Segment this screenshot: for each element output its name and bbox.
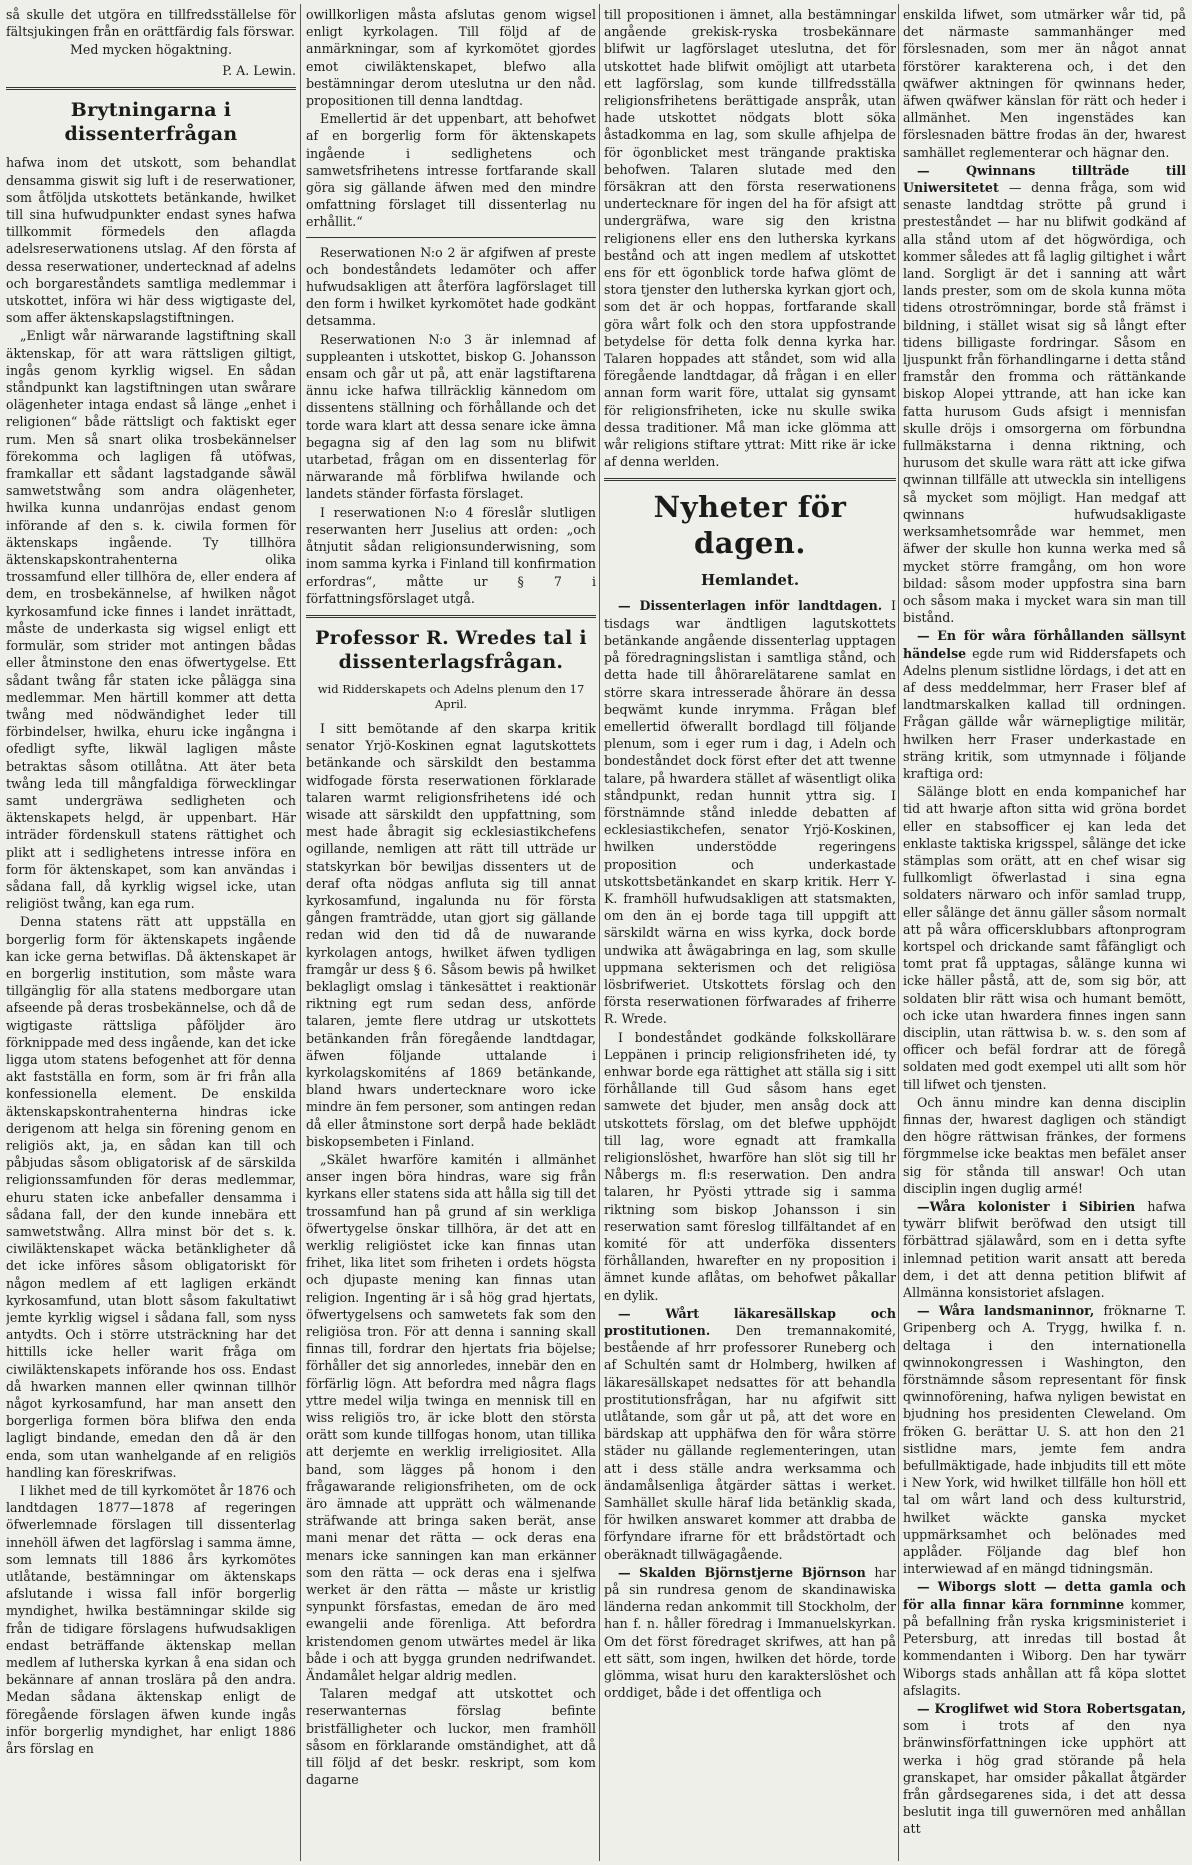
paragraph: Sälänge blott en enda kompanichef har tid att hwarje afton sitta wid gröna bordet eller en stabsofficer ej kan leda det enklaste taktiska krigsspel, sålänge det icke stämplas som orätt, att en chef wisar sig fullkomligt öfwerlastad i sina egna soldaters närwaro och inför samlad trupp, eller sålänge det ännu gäller såsom normalt att på wåra officersklubbars aftonprogram kortspel och drickande samt fåfängligt och tomt prat få upptagas, sålänge kunna wi icke häller påstå, att de, som sig bör, att soldaten blir rätt wisa och humant bemött, och icke utan hwardera finnes ingen sann disciplin, utan rättwisa b. w. s. den som af officer och befäl fordrar att de föregå soldaten med godt exempel uti allt som hör till lifwet och tjensten. bbox=[903, 784, 1186, 1092]
paragraph: I likhet med de till kyrkomötet år 1876 och landtdagen 1877—1878 af regeringen öfwerlemnade förslagen till dissenterlag innehöll äfwen det lagförslag i samma ämne, som lemnats till 1886 års kyrkomötes utlåtande, bestämningar om äktenskaps afslutande i wissa fall inför borgerlig myndighet, hwilka bestämningar skilde sig från de tidigare förslagens hufwudsakligen endast beträffande äktenskap mellan medlem af lutherska kyrkan å ena sidan och bekännare af annan troslära på den andra. Medan sådana äktenskap enligt de föregående förslagen äfwen kunde ingås inför borgerlig myndighet, har enligt 1886 års förslag en bbox=[6, 1483, 296, 1757]
divider bbox=[604, 478, 896, 481]
news-item-lead: — Skalden Björnstjerne Björnson bbox=[618, 1564, 875, 1580]
news-item-lead: — Wiborgs slott — detta gamla och för alla finnar kära fornminne bbox=[903, 1579, 1186, 1612]
paragraph: Och ännu mindre kan denna disciplin finnas der, hwarest dagligen och ständigt den högre rättwisan fränkes, der formens förgmmelse icke beaktas men befälet anser sig för stånda till answar! Och utan disciplin ingen duglig armé! bbox=[903, 1094, 1186, 1196]
column-divider bbox=[300, 4, 301, 1861]
news-item bbox=[903, 1578, 1186, 1698]
news-item bbox=[604, 1564, 896, 1702]
divider bbox=[306, 237, 596, 238]
paragraph: enskilda lifwet, som utmärker wår tid, på det närmaste sammanhänger med förslesnaden, som mer än något annat förstörer karakterena och, i det den qwäfwer aktningen för qwinnans heder, äfwen qwäfwer känslan för rätt och heder i allmänhet. Men ingenstädes kan förslesnaden bättre frodas än der, hwarest samhället reglementerar och hägnar den. bbox=[903, 7, 1186, 160]
news-item bbox=[903, 1198, 1186, 1301]
column-2 bbox=[306, 6, 596, 1859]
column-divider bbox=[898, 4, 899, 1861]
article-heading: Professor R. Wredes tal i dissenterlagsfrågan. bbox=[315, 626, 587, 673]
paragraph: Emellertid är det uppenbart, att behofwet af en borgerlig form för äktenskapets ingående i sedlighetens och samwetsfrihetens intresse fortfarande skall göra sig gällande äfwen med den mindre omfattning förslaget till dissenterlag nu erhållit.“ bbox=[306, 111, 596, 230]
paragraph: „Skälet hwarföre kamitén i allmänhet anser ingen böra hindras, ware sig från kyrkans eller statens sida att hålla sig till det trossamfund han på grund af sin werkliga öfwertygelse önskar tillhöra, är det att en werklig religiöstet icke kan finnas utan frihet, lika litet som friheten i ordets högsta och djupaste mening kan finnas utan religion. Ingenting är i så hög grad hjertats, öfwertygelsens och samwetets fak som den religiösa tron. För att denna i sanning skall finnas till, fordrar den hjertats fria böjelse; förhåller det sig annorledes, innebär den en förfärlig lögn. Att befordra med några flags yttre medel wilja twinga en mennisk till en wiss religiös tro, är icke blott den största orätt som kunde tillfogas honom, utan tillika att derjemte en werklig irreligiositet. Alla band, som lägges på honom i den frågawarande religionsfriheten, om de ock äro ämnade att upprätt och wälmenande sträfwande att bringa saken berät, anse mani menar det rätta — ock deras ena menars icke sanningen kan man erkänner som den rätta — ock deras ena i sjelfwa werket är den rätta — måste ur kristlig synpunkt försfastas, emedan de äro med ewangelii ande förenliga. Att befordra kristendomen genom utwärtes medel är lika både i och att bygga grunden nedrifwandet. Ändamålet helgar aldrig medlen. bbox=[306, 1151, 596, 1684]
news-item bbox=[604, 597, 896, 1027]
column-1 bbox=[6, 6, 296, 1859]
news-item-lead: — Qwinnans tillträde till Uniwersitetet bbox=[903, 162, 1186, 196]
paragraph: I sitt bemötande af den skarpa kritik senator Yrjö-Koskinen egnat lagutskottets betänkande och särskildt den bestamma widfogade första reserwationen förklarade talaren warmt religionsfrihetens idé och wisade att särskildt den uppfattning, som mest hade åbragit sig ecklesiastikchefens ogillande, nemligen att rätt till utträde ur statskyrkan bör bewiljas dissenters ut de deraf ofta nödgas anfluta sig till annat kyrkosamfund, ingalunda nu för första gången framträdde, utan gjort sig gällande redan wid den tid då de nuwarande kyrkolagen antogs, hwilket äfwen tydligen framgår ur dess § 6. Såsom bewis på hwilket beklagligt omslag i tänkesättet i reaktionär riktning egt rum sedan dess, anförde talaren, jemte flere utdrag ur utskottets betänkanden från föregående landtdagar, äfwen följande uttalande i kyrkolagskomiténs af 1869 betänkande, bland hwars undertecknare woro icke mindre än fem personer, som antingen redan då eller åtminstone sort derpå hade beklädt biskopsembeten i Finland. bbox=[306, 720, 596, 1149]
news-item-text: I tisdags war ändtligen lagutskottets betänkande angående dissenterlag upptagen på föredragningslistan i samtliga stånd, och detta hade till åhörarelätarene samlat en större skara intresserade åhörare än dessa beqwämt kunde inrymma. Frågan blef emellertid öfwerallt bordlagd till följande plenum, som i eger rum i dag, i Adeln och bondeståndet dock först efter det att twenne talare, på hwardera stället af wäsentligt olika ståndpunkt, redan hunnit yttra sig. I förstnämnde stånd inledde debatten af ecklesiastikchefen, senator Yrjö-Koskinen, hwilken understödde regeringens proposition och underkastade utskottsbetänkandet en skarp kritik. Herr Y-K. framhöll hufwudsakligen att statsmakten, om den än ej borde taga till uppgift att särskildt wärna en wiss kyrka, dock borde undwika att åwägabringa en lag, som skulle uppmana sekterismen och det religiösa lösbrifweriet. Utskottets förslag och den första reserwationen förfwarades af friherre R. Wrede. bbox=[604, 598, 896, 1027]
news-item-text: hafwa tywärr blifwit beröfwad den utsigt till förbättrad själawård, som en i detta syfte inlemnad petition warit ansatt att bereda dem, i det att denna petition blifwit af Allmänna konsistoriet afslagen. bbox=[903, 1199, 1186, 1301]
news-item bbox=[903, 1302, 1186, 1577]
paragraph: Denna statens rätt att uppställa en borgerlig form för äktenskapets ingående kan icke gerna betwiflas. Då äktenskapet är en borgerlig institution, som måste wara tillgänglig för alla statens medborgare utan afseende på deras trosbekännelse, och då de wigtigaste rättsliga påföljder äro förknippade med dess ingående, kan det icke ligga utom statens befogenhet att för denna akt fastställa en form, som är fri från alla konfessionella element. De enskilda äktenskapskontrahenterna hindras icke derigenom att helga sin förening genom en religiös akt, ja, en sådan kan till och påbjudas såsom obligatorisk af de särskilda religionssamfunden för deras medlemmar, ehuru staten icke anbefaller densamma i sådana fall, der den kunde innebära ett samwetstwång. Allra minst bör det s. k. ciwiläktenskapet wäcka betänkligheter då det icke införes såsom obligatoriskt för någon medlem af ett lagligen erkändt kyrkosamfund, utan blott såsom fakultatiwt jemte kyrklig wigsel i sådana fall, som nyss antydts. Och i större utsträckning har det hittills icke heller warit fråga om ciwiläktenskapets införande hos oss. Endast då hwarken mannen eller qwinnan tillhör något kyrkosamfund, har man ansett den borgerliga formen böra blifwa den enda lagligt bindande, emedan den då är den enda, som utan wanhelgande af en religiös handling kan föreskrifwas. bbox=[6, 914, 296, 1480]
news-item bbox=[604, 1029, 896, 1304]
paragraph: „Enligt wår närwarande lagstiftning skall äktenskap, för att wara rättsligen giltigt, ingås genom kyrklig wigsel. En sådan ståndpunkt kan lagstiftningen utan swårare olägenheter intaga endast så länge „enhet i religionen“ både rättsligt och faktiskt eger rum. Men så snart olika trosbekännelser förekomma och lagligen få utöfwas, framkallar ett sådant lagstadgande såwäl samwetstwång som andra olägenheter, hwilka kunna undanröjas endast genom införande af den s. k. ciwila formen för äktenskaps ingående. Ty tillhöra äktenskapskontrahenterna olika trossamfund eller tillhöra de, eller endera af dem, en trosbekännelse, af hwilken något kyrkosamfund icke finnes i landet inrättadt, måste de underkasta sig wigsel enligt ett formulär, som strider mot antingen bådas eller åtminstone den enas öfwertygelse. Ett sådant twång får staten icke pålägga sina medlemmar. Men härtill kommer att detta twång med nödwändighet leder till förbindelser, hwilka, ehuru icke ingångna i ofedligt syfte, likwäl lagligen måste betraktas såsom otillåtna. Att äter beta twång leda till mångfaldiga förwecklingar samt undergräwa sedligheten och äktenskapets helgd, är uppenbart. Här inträder fördenskull statens rättighet och plikt att i sedlighetens intresse införa en form för äktenskapet, som kan användas i sådana fall, då kyrklig wigsel icke, utan religiöst twång, kan ega rum. bbox=[6, 328, 296, 912]
column-divider bbox=[599, 4, 600, 1861]
news-item-text: I bondeståndet godkände folkskollärare Leppänen i princip religionsfriheten idé, ty enhwar borde ega rättighet att ställa sig i sitt förhållande till Gud såsom hans eget samwete det bjuder, men ansåg dock att utskottets förslag, om det blefwe upphöjdt till lag, wore egnadt att framkalla religionslöshet, hwarföre han slöt sig till hr Nåbergs m. fl:s reserwation. Den andra talaren, hr Pyösti yttrade sig i samma riktning som biskop Johansson i sin reserwation samt föreslog tillfältandet af en komité för att underföka dissenters förhållanden, hwarefter en ny proposition i ämnet kunde aflåtas, om behofwet påkallar en dylik. bbox=[604, 1029, 896, 1303]
news-item bbox=[903, 627, 1186, 782]
article-subheading: wid Ridderskapets och Adelns plenum den 17 April. bbox=[317, 681, 585, 711]
paragraph: I reserwationen N:o 4 föreslår slutligen reserwanten herr Juselius att orden: „och åtnjutit sådan religionsunderwisning, som inom samma kyrka i Finland till konfirmation erfordras“, måtte ur § 7 i författningsförslaget utgå. bbox=[306, 504, 596, 606]
column-4 bbox=[903, 6, 1186, 1859]
section-title: Nyheter för dagen. bbox=[653, 490, 847, 561]
news-item-text: — denna fråga, som wid senaste landtdag strötte på grund i presteståndet — har nu blifwit godkänd af alla stånd utom af det högwördiga, och kommer således att få laglig giltighet i wårt land. Sorgligt är det i sanning att wårt lands prester, som om de skola kunna möta tidens otroströmningar, borde stå främst i bildning, i stället wisat sig så långt efter tidens billigaste fordringar. Såsom en ljuspunkt från förhandlingarne i detta stånd framstår den fromma och rättänkande biskop Alopei yttrande, att han icke kan fatta hurusom Guds afsigt i mennisfan skulle dröjs i omsorgerna om förbundna fullmäkstarna i denna riktning, och hurusom det skulle wara rätt att icke gifwa qwinnan tillfälle att utweckla sin intelligens så mycket som möjligt. Han medgaf att qwinnans hufwudsakligaste werksamhetsområde war hemmet, men äfwer der skulle hon kunna werka med så mycket större framgång, om hon wore bildad: såsom moder uppfostra sina barn och såsom maka i mycket wara sin man till bistånd. bbox=[903, 180, 1186, 626]
article-heading: Brytningarna i dissenterfrågan bbox=[64, 99, 238, 146]
news-item-lead: — Wårt läkaresällskap och prostitutionen. bbox=[604, 1305, 896, 1339]
news-item-text: Den tremannakomité, bestående af hrr professorer Runeberg och af Schultén samt dr Holmberg, hwilken af läkaresällskapet nedsattes för att behandla prostitutionsfrågan, har nu afgifwit sitt utlåtande, som går ut på, att det wore en bärdskap att upphäfwa den för wåra större städer nu gällande reglementeringen, utan att i dess ställe andra werksamma och ändamålsenliga åtgärder sättas i werket. Samhället skulle häraf lida betänklig skada, för hwilken answaret kommer att drabba de förfyndare ifrarne för ett brådstörtadt och oberäknadt tillwägagående. bbox=[604, 1323, 896, 1562]
paragraph: Reserwationen N:o 2 är afgifwen af preste och bondeståndets ledamöter och affer hufwudsakligen att återföra lagförslaget till den form i hwilket kyrkomötet hade godkänt detsamma. bbox=[306, 244, 596, 329]
news-item-text: fröknarne T. Gripenberg och A. Trygg, hwilka f. n. deltaga i den internationella qwinnokongressen i Washington, den förstnämnde såsom representant för finsk qwinnoförening, hafwa nyligen bewistat en bjudning hos presidenten Cleweland. Om fröken G. berättar U. S. att hon den 21 sistlidne mars, jemte fem andra befullmäktigade, hade inbjudits till ett möte i New York, wid hwilket tillfälle hon höll ett tal om wårt land och dess kulturstrid, hwilket wäckte ganska mycket uppmärksamhet och belönades med applåder. Följande dag blef hon interwiewad af en mängd tidningsmän. bbox=[903, 1303, 1186, 1577]
paragraph: så skulle det utgöra en tillfredsställelse för fältsjukingen från en orättfärdig fals förswar. bbox=[6, 7, 296, 40]
news-item-text: som i trots af den nya bränwinsförfattningen icke upphört att werka i hög grad störande på hela granskapet, har omsider påkallat åtgärder från gårdsegarenes sida, i det att dessa beslutit inga till guwernören med anhållan att bbox=[903, 1718, 1186, 1837]
paragraph: till propositionen i ämnet, alla bestämningar angående grekisk-ryska trosbekännare blifwit ur lagförslaget uteslutna, det för utskottet hade blifwit omöjligt att utarbeta ett lagförslag, som kunde tillfredsställa religionsfrihetens berättigade anspråk, utan hade utskottet nödgats blott söka åstadkomma en lag, som skulle afhjelpa de för ögonblicket mest trängande praktiska behofwen. Talaren slutade med den försäkran att den första reserwationens undertecknare för ingen del ha för afsigt att undergräfwa, ware sig den kristna religionens eller ens den lutherska kyrkans bestånd och att ingen medlem af utskottet ens för ett ögonblick torde hafwa glömt de stora tjenster den lutherska kyrkan gjort och, som det är och hoppas, fortfarande skall göra wårt folk och den stora uppfostrande betydelse för detta folk denna kyrka har. Talaren hoppades att ståndet, som wid alla föregående landtdagar, då frågan i en eller annan form warit före, uttalat sig gynsamt för religionsfriheten, icke nu skulle swika dessa traditioner. Må man icke glömma att wår religions stiftare yttrat: Mitt rike är icke af denna werlden. bbox=[604, 7, 896, 470]
news-item bbox=[903, 1700, 1186, 1838]
paragraph: owillkorligen måsta afslutas genom wigsel enligt kyrkolagen. Till följd af de anmärkningar, som af kyrkomötet gjordes emot ciwiläktenskapet, blefwo alla bestämningar derom uteslutna ur den nåd. propositionen till denna landtdag. bbox=[306, 7, 596, 109]
paragraph: hafwa inom det utskott, som behandlat densamma giswit sig luft i de reserwationer, som åtföljda utskottets betänkande, hwilket till sina hufwudpunkter endast synes hafwa tillkommit förmedels den aflagda adelsreserwationens utslag. Af den första af dessa reserwationer, undertecknad af adelns och borgareståndets samtliga medlemmar i utskottet, införa wi här dess wigtigaste del, som affer äktenskapslagstiftningen. bbox=[6, 155, 296, 326]
news-item-lead: — Kroglifwet wid Stora Robertsgatan, bbox=[917, 1700, 1186, 1716]
paragraph: Talaren medgaf att utskottet och reserwanternas förslag befinte bristfälligheter och luckor, men framhöll såsom en förklarande omständighet, att då till följd af det beskr. reskript, som kom dagarne bbox=[306, 1686, 596, 1788]
news-item bbox=[903, 162, 1186, 626]
news-item-text: egde rum wid Riddersfapets och Adelns plenum sistlidne lördags, i det att en af dess meddelmmar, herr Fraser blef af landtmarskalken kallad till ordningen. Frågan gällde wår wärnepligtige militär, hwilken herr Fraser underkastade en sträng kritik, som utmynnade i följande kraftiga ord: bbox=[903, 645, 1186, 781]
paragraph: Reserwationen N:o 3 är inlemnad af suppleanten i utskottet, biskop G. Johansson ensam och går ut på, att enär lagstiftarena ännu icke hafwa tillräcklig kännedom om dissentens ställning och förhållande och det torde wara klart att dessa senare icke ämna begagna sig af den lag som nu blifwit utarbetad, frågan om en dissenterlag för närwarande må förblifwa hwilande och landets ständer förfasta förslaget. bbox=[306, 331, 596, 502]
news-item-text: kommer, på befallning från ryska krigsministeriet i Petersburg, att inredas till bostad åt kommendanten i Wiborg. Den har tywärr Wiborgs stads anhållan att få köpa slottet afslagits. bbox=[903, 1596, 1186, 1698]
news-item bbox=[604, 1305, 896, 1563]
divider bbox=[306, 615, 596, 618]
news-item-text: har på sin rundresa genom de skandinawiska länderna redan ankommit till Stockholm, der han f. n. håller föredrag i Immanuelskyrkan. Om det först föredraget skrifwes, att han på ett sätt, som ingen, hwilken det hörde, torde glömma, wisat huru den karakterslöshet och orddiget, både i det offentliga och bbox=[604, 1564, 896, 1701]
column-3 bbox=[604, 6, 896, 1859]
subsection-title: Hemlandet. bbox=[700, 571, 800, 590]
news-item-lead: —Wåra kolonister i Sibirien bbox=[917, 1199, 1148, 1215]
news-item-lead: — Wåra landsmaninnor, bbox=[917, 1303, 1104, 1319]
news-item-lead: — En för wåra förhållanden sällsynt händelse bbox=[903, 628, 1186, 661]
signature: P. A. Lewin. bbox=[222, 63, 296, 79]
divider bbox=[6, 87, 296, 90]
news-item-lead: — Dissenterlagen inför landtdagen. bbox=[618, 598, 892, 614]
closing-greeting: Med mycken högaktning. bbox=[70, 42, 232, 58]
